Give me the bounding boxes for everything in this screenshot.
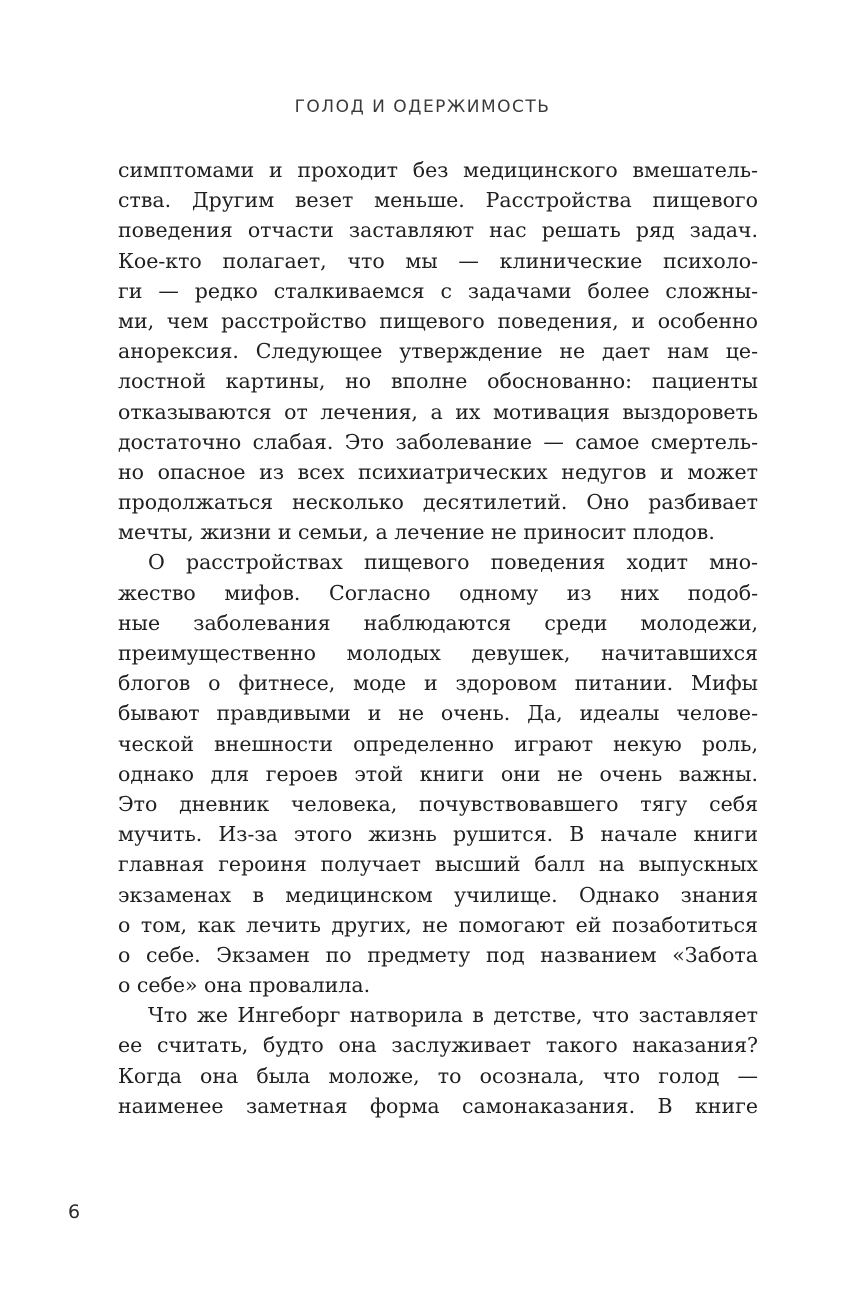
text-line: Кое-кто полагает, что мы — клинические психоло-: [118, 248, 758, 273]
text-line: симптомами и проходит без медицинского вмешатель-: [118, 158, 758, 182]
text-line: блогов о фитнесе, моде и здоровом питании. Мифы: [118, 671, 758, 696]
text-line: анорексия. Следующее утверждение не дает нам це-: [118, 339, 758, 364]
text-line: о себе. Экзамен по предмету под названием «Забота: [118, 942, 758, 967]
text-line: ческой внешности определенно играют некую роль,: [118, 731, 758, 756]
text-line: Что же Ингеборг натворила в детстве, что заставляет: [148, 1003, 758, 1028]
text-line: достаточно слабая. Это заболевание — самое смертель-: [118, 429, 758, 454]
text-line: продолжаться несколько десятилетий. Оно разбивает: [118, 490, 758, 515]
text-line: но опасное из всех психиатрических недугов и может: [118, 459, 758, 484]
text-line: главная героиня получает высший балл на выпускных: [118, 852, 758, 877]
running-header: ГОЛОД И ОДЕРЖИМОСТЬ: [294, 97, 551, 117]
text-line: отказываются от лечения, а их мотивация выздороветь: [118, 399, 758, 424]
text-line: бывают правдивыми и не очень. Да, идеалы челове-: [118, 701, 758, 726]
text-line: лостной картины, но вполне обоснованно: пациенты: [118, 369, 758, 394]
text-line: О расстройствах пищевого поведения ходит мно-: [148, 550, 758, 575]
text-line: ства. Другим везет меньше. Расстройства пищевого: [118, 188, 758, 213]
text-line: ные заболевания наблюдаются среди молодежи,: [118, 610, 758, 635]
text-line: Когда она была моложе, то осознала, что голод —: [118, 1063, 758, 1088]
text-line: преимущественно молодых девушек, начитавшихся: [118, 641, 758, 665]
page-number: 6: [68, 1201, 81, 1223]
text-line: о том, как лечить других, не помогают ей позаботиться: [118, 912, 758, 937]
text-line: экзаменах в медицинском училище. Однако знания: [118, 882, 758, 907]
text-line: жество мифов. Согласно одному из них подоб-: [118, 580, 758, 605]
text-line: мечты, жизни и семьи, а лечение не приносит плодов.: [118, 520, 715, 545]
text-line: ми, чем расстройство пищевого поведения, и особенно: [118, 308, 758, 333]
text-line: мучить. Из-за этого жизнь рушится. В начале книги: [118, 822, 758, 847]
body-text: [118, 155, 758, 1121]
text-line: наименее заметная форма самонаказания. В книге: [118, 1093, 758, 1118]
text-line: Это дневник человека, почувствовавшего тягу себя: [118, 791, 758, 816]
text-line: ги — редко сталкиваемся с задачами более сложны-: [118, 278, 758, 303]
text-line: ее считать, будто она заслуживает такого наказания?: [118, 1033, 758, 1058]
text-line: поведения отчасти заставляют нас решать ряд задач.: [118, 218, 758, 243]
text-line: о себе» она провалила.: [118, 973, 371, 998]
text-line: однако для героев этой книги они не очень важны.: [118, 761, 758, 786]
